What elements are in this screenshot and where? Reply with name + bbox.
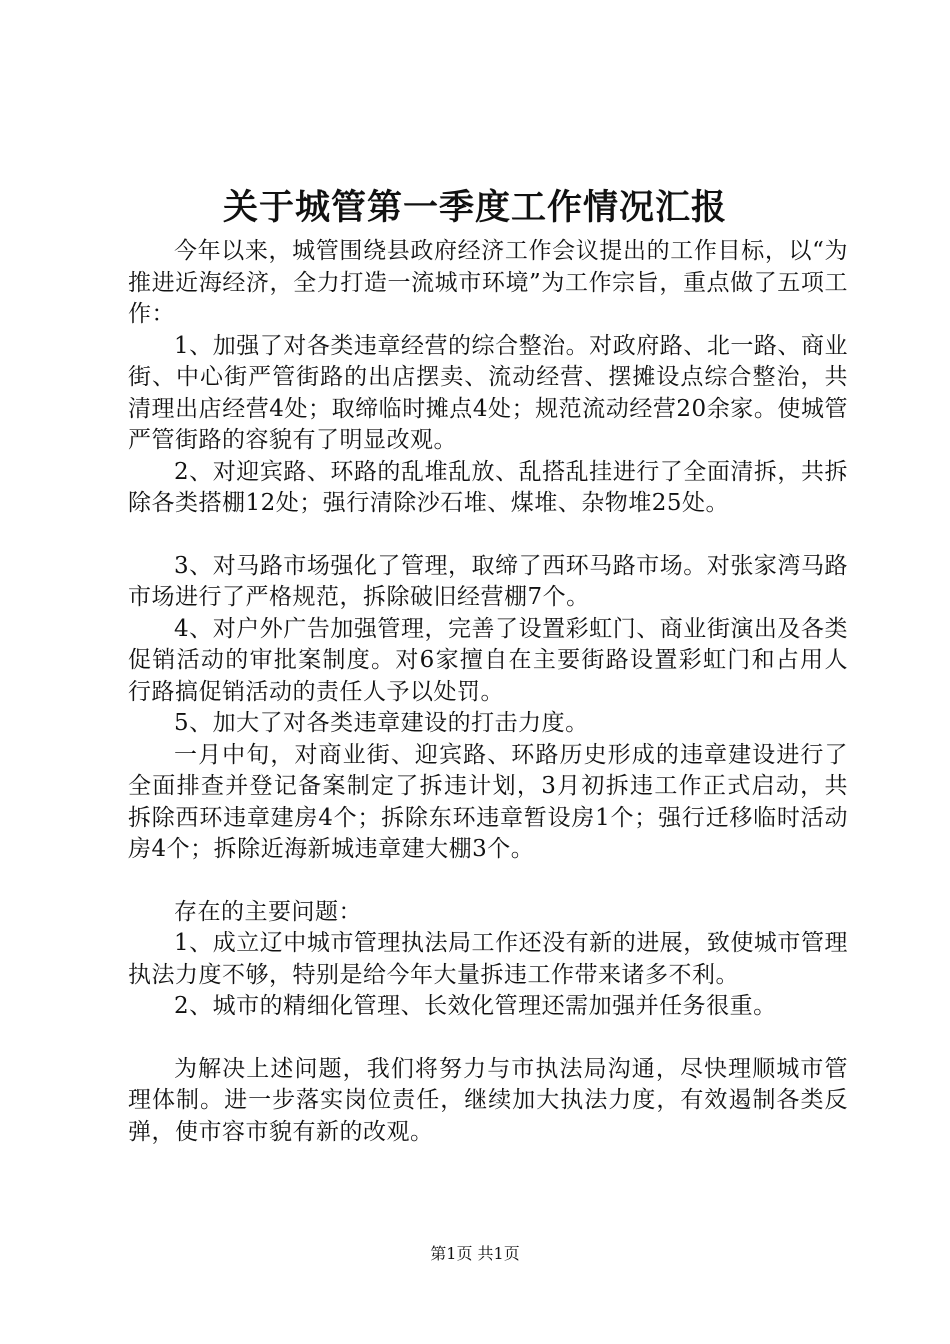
blank-line xyxy=(128,520,848,551)
paragraph-problems-heading: 存在的主要问题： xyxy=(174,898,362,925)
paragraph-problem-2: 2、城市的精细化管理、长效化管理还需加强并任务很重。 xyxy=(174,993,777,1019)
paragraph-conclusion: 为解决上述问题，我们将努力与市执法局沟通，尽快理顺城市管理体制。进一步落实岗位责任，继续加大执法力度，有效遏制各类反弹，使市容市貌有新的改观。 xyxy=(128,1055,848,1145)
page-footer: 第1页 共1页 xyxy=(430,1244,520,1263)
blank-line xyxy=(128,866,848,897)
blank-line xyxy=(128,1023,848,1054)
paragraph-problem-1: 1、成立辽中城市管理执法局工作还没有新的进展，致使城市管理执法力度不够，特别是给今年大量拆违工作带来诸多不利。 xyxy=(128,930,848,988)
paragraph-item-2: 2、对迎宾路、环路的乱堆乱放、乱搭乱挂进行了全面清拆，共拆除各类搭棚12处；强行清除沙石堆、煤堆、杂物堆25处。 xyxy=(128,458,848,516)
paragraph-item-1: 1、加强了对各类违章经营的综合整治。对政府路、北一路、商业街、中心街严管街路的出店摆卖、流动经营、摆摊设点综合整治，共清理出店经营4处；取缔临时摊点4处；规范流动经营20余家。使城管严管街路的容貌有了明显改观。 xyxy=(128,332,848,453)
paragraph-item-3: 3、对马路市场强化了管理，取缔了西环马路市场。对张家湾马路市场进行了严格规范，拆除破旧经营棚7个。 xyxy=(128,552,848,610)
paragraph-item-5: 5、加大了对各类违章建设的打击力度。 xyxy=(174,710,589,736)
document-title: 关于城管第一季度工作情况汇报 xyxy=(222,187,727,228)
paragraph-item-5-detail: 一月中旬，对商业街、迎宾路、环路历史形成的违章建设进行了全面排查并登记备案制定了拆违计划，3月初拆违工作正式启动，共拆除西环违章建房4个；拆除东环违章暂设房1个；强行迁移临时活动房4个；拆除近海新城违章建大棚3个。 xyxy=(128,741,848,862)
paragraph-item-4: 4、对户外广告加强管理，完善了设置彩虹门、商业街演出及各类促销活动的审批案制度。对6家擅自在主要街路设置彩虹门和占用人行路搞促销活动的责任人予以处罚。 xyxy=(128,615,848,705)
document-body xyxy=(128,236,848,1148)
paragraph-intro: 今年以来，城管围绕县政府经济工作会议提出的工作目标，以“为推进近海经济，全力打造一流城市环境”为工作宗旨，重点做了五项工作： xyxy=(128,238,848,327)
